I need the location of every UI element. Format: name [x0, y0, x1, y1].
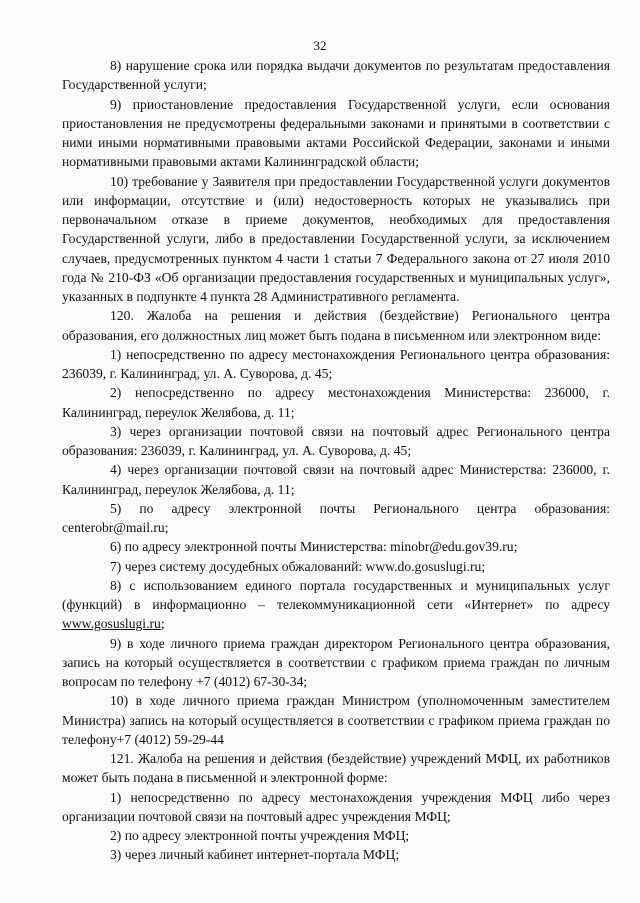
paragraph: 10) в ходе личного приема граждан Министром (уполномоченным заместителем Министра) запись на который осуществляется в соответствии с графиком приема граждан по телефону+7 (4012) 59-29-44	[62, 693, 610, 747]
paragraph: 6) по адресу электронной почты Министерства: minobr@edu.gov39.ru;	[110, 539, 518, 555]
paragraph: 2) по адресу электронной почты учреждения МФЦ;	[110, 828, 410, 843]
paragraph: 3) через личный кабинет интернет-портала МФЦ;	[110, 847, 400, 863]
paragraph-with-link	[62, 576, 610, 634]
page-number: 32	[313, 38, 327, 53]
paragraph: 2) непосредственно по адресу местонахождения Министерства: 236000, г. Калининград, переулок Желябова, д. 11;	[62, 385, 610, 420]
paragraph: 9) приостановление предоставления Государственной услуги, если основания приостановления не предусмотрены федеральными законами и принятыми в соответствии с ними иными нормативными правовыми актами Российской Федерации, законами и иными нормативными правовыми актами Калининградской области;	[62, 96, 610, 170]
paragraph-text: 8) с использованием единого портала государственных и муниципальных услуг (функций) в информационно – телекоммуникационной сети «Интернет» по адресу	[62, 577, 610, 612]
paragraph: 1) непосредственно по адресу местонахождения Регионального центра образования: 236039, г. Калининград, ул. А. Суворова, д. 45;	[62, 346, 610, 381]
paragraph: 8) нарушение срока или порядка выдачи документов по результатам предоставления Государственной услуги;	[62, 58, 610, 93]
paragraph: 9) в ходе личного приема граждан директором Регионального центра образования, запись на который осуществляется в соответствии с графиком приема граждан по личным вопросам по телефону +7 (4012) 67-30-34;	[62, 635, 610, 689]
paragraph: 120. Жалоба на решения и действия (бездействие) Регионального центра образования, его должностных лиц может быть подана в письменном или электронном виде:	[62, 308, 610, 343]
paragraph: 5) по адресу электронной почты Регионального центра образования: centerobr@mail.ru;	[62, 500, 610, 535]
paragraph: 7) через систему досудебных обжалований: www.do.gosuslugi.ru;	[110, 558, 486, 574]
paragraph: 121. Жалоба на решения и действия (бездействие) учреждений МФЦ, их работников может быть подана в письменной и электронной форме:	[62, 751, 610, 786]
paragraph: 4) через организации почтовой связи на почтовый адрес Министерства: 236000, г. Калининград, переулок Желябова, д. 11;	[62, 462, 610, 497]
document-body	[62, 56, 610, 865]
paragraph-punct: ;	[160, 616, 165, 632]
paragraph: 10) требование у Заявителя при предоставлении Государственной услуги документов или информации, отсутствие и (или) недостоверность которых не указывались при первоначальном отказе в приеме документов, необходимых для предоставления Государственной услуги, либо в предоставлении Государственной услуги, за исключением случаев, предусмотренных пунктом 4 части 1 статьи 7 Федерального закона от 27 июля 2010 года № 210-ФЗ «Об организации предоставления государственных и муниципальных услуг», указанных в подпункте 4 пункта 28 Административного регламента.	[62, 173, 610, 304]
paragraph: 3) через организации почтовой связи на почтовый адрес Регионального центра образования: 236039, г. Калининград, ул. А. Суворова, д. 45;	[62, 423, 610, 458]
paragraph: 1) непосредственно по адресу местонахождения учреждения МФЦ либо через организации почтовой связи на почтовый адрес учреждения МФЦ;	[62, 789, 610, 824]
gosuslugi-link[interactable]: www.gosuslugi.ru	[62, 616, 161, 632]
